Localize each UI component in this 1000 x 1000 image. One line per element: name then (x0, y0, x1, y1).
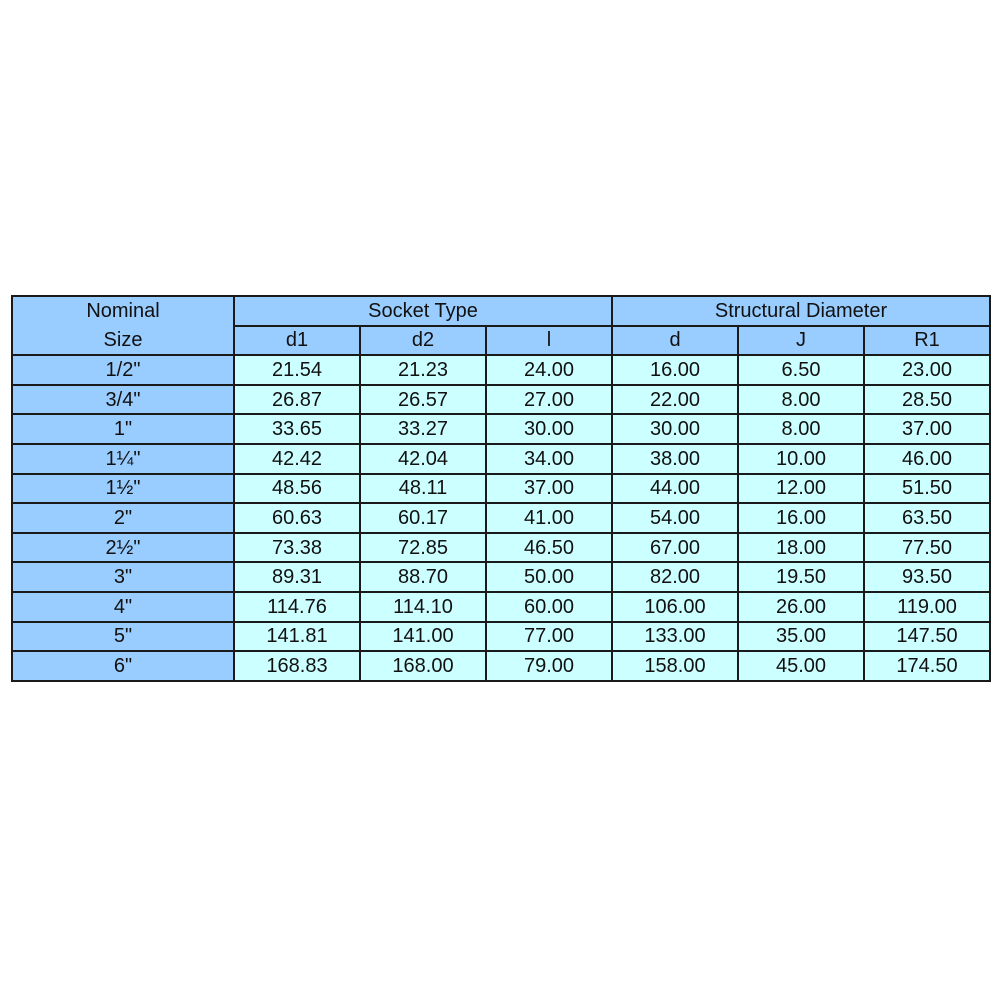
table-row (12, 414, 990, 444)
value-cell-l: 34.00 (486, 444, 612, 474)
value-cell-d2: 33.27 (360, 414, 486, 444)
value-cell-d2: 141.00 (360, 622, 486, 652)
value-cell-r1: 28.50 (864, 385, 990, 415)
value-cell-l: 41.00 (486, 503, 612, 533)
value-cell-d: 133.00 (612, 622, 738, 652)
value-cell-r1: 37.00 (864, 414, 990, 444)
value-cell-j: 6.50 (738, 355, 864, 385)
value-cell-d2: 168.00 (360, 651, 486, 681)
value-cell-j: 19.50 (738, 562, 864, 592)
size-cell: 2" (12, 503, 234, 533)
value-cell-l: 30.00 (486, 414, 612, 444)
size-cell: 1½" (12, 474, 234, 504)
value-cell-d1: 73.38 (234, 533, 360, 563)
value-cell-l: 27.00 (486, 385, 612, 415)
value-cell-d: 67.00 (612, 533, 738, 563)
size-cell: 3/4" (12, 385, 234, 415)
value-cell-j: 26.00 (738, 592, 864, 622)
size-cell: 3" (12, 562, 234, 592)
column-header-j: J (738, 326, 864, 356)
value-cell-j: 45.00 (738, 651, 864, 681)
dimension-table (11, 295, 991, 682)
value-cell-j: 18.00 (738, 533, 864, 563)
value-cell-l: 37.00 (486, 474, 612, 504)
table-row (12, 503, 990, 533)
value-cell-d2: 26.57 (360, 385, 486, 415)
header-row-columns (12, 326, 990, 356)
value-cell-r1: 51.50 (864, 474, 990, 504)
value-cell-r1: 23.00 (864, 355, 990, 385)
value-cell-d: 16.00 (612, 355, 738, 385)
value-cell-j: 16.00 (738, 503, 864, 533)
value-cell-r1: 174.50 (864, 651, 990, 681)
value-cell-d1: 89.31 (234, 562, 360, 592)
value-cell-j: 8.00 (738, 414, 864, 444)
value-cell-d: 22.00 (612, 385, 738, 415)
value-cell-d2: 72.85 (360, 533, 486, 563)
value-cell-j: 12.00 (738, 474, 864, 504)
value-cell-d1: 141.81 (234, 622, 360, 652)
value-cell-r1: 119.00 (864, 592, 990, 622)
value-cell-l: 24.00 (486, 355, 612, 385)
value-cell-d1: 21.54 (234, 355, 360, 385)
value-cell-d: 106.00 (612, 592, 738, 622)
column-header-r1: R1 (864, 326, 990, 356)
table-row (12, 622, 990, 652)
value-cell-d2: 42.04 (360, 444, 486, 474)
value-cell-d1: 60.63 (234, 503, 360, 533)
size-cell: 1¼" (12, 444, 234, 474)
table-row (12, 592, 990, 622)
value-cell-l: 79.00 (486, 651, 612, 681)
table-row (12, 385, 990, 415)
size-cell: 6" (12, 651, 234, 681)
column-header-d: d (612, 326, 738, 356)
size-cell: 2½" (12, 533, 234, 563)
value-cell-j: 35.00 (738, 622, 864, 652)
table-row (12, 444, 990, 474)
value-cell-d: 158.00 (612, 651, 738, 681)
size-header: Size (12, 326, 234, 356)
dimension-table-container (11, 295, 989, 682)
value-cell-d: 44.00 (612, 474, 738, 504)
value-cell-r1: 93.50 (864, 562, 990, 592)
column-header-l: l (486, 326, 612, 356)
column-header-d2: d2 (360, 326, 486, 356)
value-cell-d2: 114.10 (360, 592, 486, 622)
value-cell-l: 50.00 (486, 562, 612, 592)
size-cell: 1/2" (12, 355, 234, 385)
value-cell-d: 30.00 (612, 414, 738, 444)
size-cell: 5" (12, 622, 234, 652)
value-cell-d: 38.00 (612, 444, 738, 474)
value-cell-d1: 168.83 (234, 651, 360, 681)
value-cell-d1: 114.76 (234, 592, 360, 622)
table-row (12, 562, 990, 592)
value-cell-d1: 33.65 (234, 414, 360, 444)
table-row (12, 474, 990, 504)
size-cell: 1" (12, 414, 234, 444)
value-cell-d2: 48.11 (360, 474, 486, 504)
value-cell-d1: 48.56 (234, 474, 360, 504)
value-cell-j: 10.00 (738, 444, 864, 474)
value-cell-d2: 88.70 (360, 562, 486, 592)
header-row-groups (12, 296, 990, 326)
size-cell: 4" (12, 592, 234, 622)
table-row (12, 355, 990, 385)
value-cell-l: 77.00 (486, 622, 612, 652)
table-row (12, 651, 990, 681)
value-cell-d: 82.00 (612, 562, 738, 592)
value-cell-d2: 21.23 (360, 355, 486, 385)
value-cell-d1: 42.42 (234, 444, 360, 474)
column-header-d1: d1 (234, 326, 360, 356)
value-cell-d2: 60.17 (360, 503, 486, 533)
structural-diameter-header: Structural Diameter (612, 296, 990, 326)
value-cell-l: 60.00 (486, 592, 612, 622)
value-cell-r1: 46.00 (864, 444, 990, 474)
value-cell-r1: 63.50 (864, 503, 990, 533)
table-row (12, 533, 990, 563)
value-cell-l: 46.50 (486, 533, 612, 563)
value-cell-d1: 26.87 (234, 385, 360, 415)
nominal-header: Nominal (12, 296, 234, 326)
value-cell-j: 8.00 (738, 385, 864, 415)
value-cell-r1: 77.50 (864, 533, 990, 563)
value-cell-d: 54.00 (612, 503, 738, 533)
socket-type-header: Socket Type (234, 296, 612, 326)
value-cell-r1: 147.50 (864, 622, 990, 652)
